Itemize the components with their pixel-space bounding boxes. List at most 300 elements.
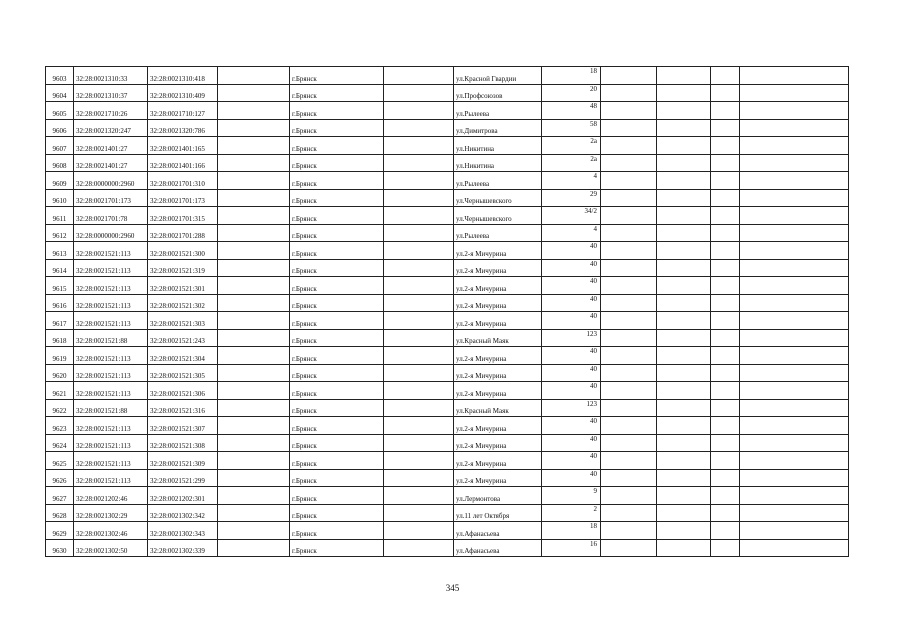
empty-cell xyxy=(657,539,711,557)
city-cell: г.Брянск xyxy=(290,189,384,207)
house-number-cell: 16 xyxy=(542,539,601,557)
table-row xyxy=(46,242,849,260)
street-cell: ул.2-я Мичурина xyxy=(454,294,542,312)
empty-cell xyxy=(657,312,711,330)
cadastral-number-cell: 32:28:0021401:27 xyxy=(74,154,148,172)
city-cell: г.Брянск xyxy=(290,469,384,487)
empty-cell xyxy=(740,382,849,400)
house-number-cell: 29 xyxy=(542,189,601,207)
empty-cell xyxy=(657,364,711,382)
empty-cell xyxy=(384,382,454,400)
empty-cell xyxy=(218,172,290,190)
city-cell: г.Брянск xyxy=(290,487,384,505)
table-row xyxy=(46,434,849,452)
cadastral-number-cell: 32:28:0021701:310 xyxy=(148,172,218,190)
row-number: 9611 xyxy=(46,207,74,225)
table-row xyxy=(46,189,849,207)
empty-cell xyxy=(740,417,849,435)
empty-cell xyxy=(601,242,657,260)
street-cell: ул.2-я Мичурина xyxy=(454,364,542,382)
empty-cell xyxy=(711,434,740,452)
city-cell: г.Брянск xyxy=(290,119,384,137)
empty-cell xyxy=(601,364,657,382)
cadastral-number-cell: 32:28:0021521:316 xyxy=(148,399,218,417)
empty-cell xyxy=(601,294,657,312)
empty-cell xyxy=(218,399,290,417)
cadastral-number-cell: 32:28:0021521:305 xyxy=(148,364,218,382)
empty-cell xyxy=(711,172,740,190)
house-number-cell: 4 xyxy=(542,224,601,242)
empty-cell xyxy=(711,242,740,260)
street-cell: ул.2-я Мичурина xyxy=(454,259,542,277)
empty-cell xyxy=(711,382,740,400)
street-cell: ул.Никитина xyxy=(454,154,542,172)
empty-cell xyxy=(218,539,290,557)
empty-cell xyxy=(740,224,849,242)
empty-cell xyxy=(740,522,849,540)
table-row xyxy=(46,347,849,365)
empty-cell xyxy=(740,312,849,330)
table-row xyxy=(46,84,849,102)
empty-cell xyxy=(384,347,454,365)
empty-cell xyxy=(384,189,454,207)
cadastral-number-cell: 32:28:0021521:113 xyxy=(74,364,148,382)
empty-cell xyxy=(218,382,290,400)
empty-cell xyxy=(384,154,454,172)
empty-cell xyxy=(601,329,657,347)
table-row xyxy=(46,329,849,347)
empty-cell xyxy=(218,189,290,207)
street-cell: ул.2-я Мичурина xyxy=(454,417,542,435)
table-row xyxy=(46,294,849,312)
empty-cell xyxy=(601,434,657,452)
empty-cell xyxy=(657,207,711,225)
empty-cell xyxy=(657,189,711,207)
empty-cell xyxy=(218,469,290,487)
table-row xyxy=(46,67,849,85)
table-row xyxy=(46,487,849,505)
street-cell: ул.2-я Мичурина xyxy=(454,434,542,452)
street-cell: ул.Димитрова xyxy=(454,119,542,137)
city-cell: г.Брянск xyxy=(290,329,384,347)
empty-cell xyxy=(711,364,740,382)
city-cell: г.Брянск xyxy=(290,522,384,540)
cadastral-number-cell: 32:28:0021521:113 xyxy=(74,312,148,330)
row-number: 9618 xyxy=(46,329,74,347)
empty-cell xyxy=(657,102,711,120)
cadastral-number-cell: 32:28:0021521:113 xyxy=(74,452,148,470)
empty-cell xyxy=(740,84,849,102)
empty-cell xyxy=(711,399,740,417)
empty-cell xyxy=(711,154,740,172)
empty-cell xyxy=(711,539,740,557)
house-number-cell: 40 xyxy=(542,347,601,365)
empty-cell xyxy=(601,469,657,487)
house-number-cell: 2а xyxy=(542,137,601,155)
cadastral-number-cell: 32:28:0021320:247 xyxy=(74,119,148,137)
empty-cell xyxy=(657,119,711,137)
empty-cell xyxy=(740,469,849,487)
empty-cell xyxy=(384,417,454,435)
cadastral-number-cell: 32:28:0021521:113 xyxy=(74,417,148,435)
street-cell: ул.2-я Мичурина xyxy=(454,312,542,330)
empty-cell xyxy=(218,119,290,137)
empty-cell xyxy=(657,329,711,347)
empty-cell xyxy=(601,522,657,540)
street-cell: ул.Красный Маяк xyxy=(454,329,542,347)
house-number-cell: 40 xyxy=(542,452,601,470)
empty-cell xyxy=(601,277,657,295)
city-cell: г.Брянск xyxy=(290,399,384,417)
cadastral-number-cell: 32:28:0021302:29 xyxy=(74,504,148,522)
empty-cell xyxy=(601,539,657,557)
city-cell: г.Брянск xyxy=(290,312,384,330)
cadastral-number-cell: 32:28:0021401:166 xyxy=(148,154,218,172)
cadastral-number-cell: 32:28:0021401:165 xyxy=(148,137,218,155)
empty-cell xyxy=(384,522,454,540)
row-number: 9608 xyxy=(46,154,74,172)
empty-cell xyxy=(711,277,740,295)
cadastral-number-cell: 32:28:0021521:113 xyxy=(74,469,148,487)
cadastral-number-cell: 32:28:0021521:309 xyxy=(148,452,218,470)
cadastral-number-cell: 32:28:0021701:173 xyxy=(74,189,148,207)
row-number: 9604 xyxy=(46,84,74,102)
empty-cell xyxy=(218,242,290,260)
table-row xyxy=(46,469,849,487)
city-cell: г.Брянск xyxy=(290,259,384,277)
city-cell: г.Брянск xyxy=(290,539,384,557)
empty-cell xyxy=(218,102,290,120)
street-cell: ул.11 лет Октября xyxy=(454,504,542,522)
empty-cell xyxy=(218,67,290,85)
table-row xyxy=(46,522,849,540)
street-cell: ул.Рылеева xyxy=(454,224,542,242)
city-cell: г.Брянск xyxy=(290,242,384,260)
cadastral-number-cell: 32:28:0021521:307 xyxy=(148,417,218,435)
empty-cell xyxy=(711,67,740,85)
cadastral-number-cell: 32:28:0021302:339 xyxy=(148,539,218,557)
house-number-cell: 40 xyxy=(542,312,601,330)
street-cell: ул.Чернышевского xyxy=(454,189,542,207)
cadastral-number-cell: 32:28:0021521:308 xyxy=(148,434,218,452)
empty-cell xyxy=(218,504,290,522)
row-number: 9603 xyxy=(46,67,74,85)
empty-cell xyxy=(384,329,454,347)
empty-cell xyxy=(384,277,454,295)
empty-cell xyxy=(601,399,657,417)
empty-cell xyxy=(740,329,849,347)
empty-cell xyxy=(657,277,711,295)
cadastral-number-cell: 32:28:0021310:37 xyxy=(74,84,148,102)
empty-cell xyxy=(384,224,454,242)
empty-cell xyxy=(657,224,711,242)
street-cell: ул.2-я Мичурина xyxy=(454,277,542,295)
empty-cell xyxy=(711,452,740,470)
empty-cell xyxy=(740,294,849,312)
house-number-cell: 40 xyxy=(542,382,601,400)
row-number: 9613 xyxy=(46,242,74,260)
street-cell: ул.Красный Маяк xyxy=(454,399,542,417)
table-row xyxy=(46,154,849,172)
city-cell: г.Брянск xyxy=(290,504,384,522)
empty-cell xyxy=(384,452,454,470)
cadastral-number-cell: 32:28:0021521:113 xyxy=(74,382,148,400)
cadastral-number-cell: 32:28:0021310:418 xyxy=(148,67,218,85)
empty-cell xyxy=(218,259,290,277)
empty-cell xyxy=(740,259,849,277)
street-cell: ул.2-я Мичурина xyxy=(454,347,542,365)
row-number: 9623 xyxy=(46,417,74,435)
empty-cell xyxy=(657,172,711,190)
row-number: 9617 xyxy=(46,312,74,330)
empty-cell xyxy=(384,172,454,190)
city-cell: г.Брянск xyxy=(290,347,384,365)
row-number: 9619 xyxy=(46,347,74,365)
empty-cell xyxy=(218,137,290,155)
empty-cell xyxy=(384,487,454,505)
empty-cell xyxy=(657,259,711,277)
house-number-cell: 40 xyxy=(542,259,601,277)
empty-cell xyxy=(740,347,849,365)
empty-cell xyxy=(657,504,711,522)
house-number-cell: 18 xyxy=(542,67,601,85)
empty-cell xyxy=(601,452,657,470)
empty-cell xyxy=(384,242,454,260)
empty-cell xyxy=(601,67,657,85)
empty-cell xyxy=(657,469,711,487)
empty-cell xyxy=(711,312,740,330)
row-number: 9629 xyxy=(46,522,74,540)
city-cell: г.Брянск xyxy=(290,434,384,452)
empty-cell xyxy=(384,119,454,137)
city-cell: г.Брянск xyxy=(290,207,384,225)
page-number: 345 xyxy=(445,583,460,593)
row-number: 9620 xyxy=(46,364,74,382)
empty-cell xyxy=(601,224,657,242)
city-cell: г.Брянск xyxy=(290,417,384,435)
house-number-cell: 34/2 xyxy=(542,207,601,225)
street-cell: ул.Рылеева xyxy=(454,172,542,190)
house-number-cell: 40 xyxy=(542,469,601,487)
empty-cell xyxy=(384,434,454,452)
empty-cell xyxy=(384,67,454,85)
empty-cell xyxy=(711,119,740,137)
house-number-cell: 9 xyxy=(542,487,601,505)
empty-cell xyxy=(657,522,711,540)
empty-cell xyxy=(711,469,740,487)
cadastral-number-cell: 32:28:0021320:786 xyxy=(148,119,218,137)
empty-cell xyxy=(740,102,849,120)
empty-cell xyxy=(218,417,290,435)
house-number-cell: 40 xyxy=(542,277,601,295)
empty-cell xyxy=(601,504,657,522)
empty-cell xyxy=(384,504,454,522)
street-cell: ул.2-я Мичурина xyxy=(454,469,542,487)
table-row xyxy=(46,452,849,470)
empty-cell xyxy=(711,137,740,155)
empty-cell xyxy=(711,189,740,207)
empty-cell xyxy=(601,382,657,400)
empty-cell xyxy=(384,399,454,417)
cadastral-number-cell: 32:28:0021521:243 xyxy=(148,329,218,347)
empty-cell xyxy=(601,312,657,330)
empty-cell xyxy=(740,189,849,207)
cadastral-number-cell: 32:28:0021310:409 xyxy=(148,84,218,102)
house-number-cell: 40 xyxy=(542,294,601,312)
cadastral-number-cell: 32:28:0021521:88 xyxy=(74,399,148,417)
table-row xyxy=(46,417,849,435)
empty-cell xyxy=(657,487,711,505)
cadastral-number-cell: 32:28:0021302:50 xyxy=(74,539,148,557)
house-number-cell: 58 xyxy=(542,119,601,137)
empty-cell xyxy=(601,207,657,225)
street-cell: ул.Красной Гвардии xyxy=(454,67,542,85)
empty-cell xyxy=(740,364,849,382)
empty-cell xyxy=(601,347,657,365)
empty-cell xyxy=(384,469,454,487)
table-row xyxy=(46,364,849,382)
cadastral-number-cell: 32:28:0021202:301 xyxy=(148,487,218,505)
cadastral-number-cell: 32:28:0021521:319 xyxy=(148,259,218,277)
empty-cell xyxy=(384,539,454,557)
house-number-cell: 48 xyxy=(542,102,601,120)
empty-cell xyxy=(218,434,290,452)
house-number-cell: 4 xyxy=(542,172,601,190)
cadastral-number-cell: 32:28:0021701:173 xyxy=(148,189,218,207)
empty-cell xyxy=(740,539,849,557)
empty-cell xyxy=(601,172,657,190)
table-row xyxy=(46,119,849,137)
empty-cell xyxy=(711,294,740,312)
table-row xyxy=(46,382,849,400)
row-number: 9630 xyxy=(46,539,74,557)
street-cell: ул.Никитина xyxy=(454,137,542,155)
street-cell: ул.Афанасьева xyxy=(454,522,542,540)
empty-cell xyxy=(740,487,849,505)
cadastral-number-cell: 32:28:0021521:113 xyxy=(74,434,148,452)
empty-cell xyxy=(384,102,454,120)
cadastral-number-cell: 32:28:0021521:113 xyxy=(74,242,148,260)
row-number: 9614 xyxy=(46,259,74,277)
empty-cell xyxy=(740,277,849,295)
cadastral-number-cell: 32:28:0021521:300 xyxy=(148,242,218,260)
empty-cell xyxy=(740,434,849,452)
empty-cell xyxy=(601,487,657,505)
house-number-cell: 18 xyxy=(542,522,601,540)
empty-cell xyxy=(711,207,740,225)
table-row xyxy=(46,137,849,155)
empty-cell xyxy=(740,67,849,85)
empty-cell xyxy=(711,487,740,505)
empty-cell xyxy=(657,347,711,365)
table-row xyxy=(46,277,849,295)
empty-cell xyxy=(384,207,454,225)
city-cell: г.Брянск xyxy=(290,84,384,102)
cadastral-number-cell: 32:28:0021302:46 xyxy=(74,522,148,540)
empty-cell xyxy=(740,172,849,190)
city-cell: г.Брянск xyxy=(290,67,384,85)
empty-cell xyxy=(740,399,849,417)
row-number: 9622 xyxy=(46,399,74,417)
cadastral-number-cell: 32:28:0000000:2960 xyxy=(74,224,148,242)
table-row xyxy=(46,102,849,120)
empty-cell xyxy=(601,154,657,172)
cadastral-number-cell: 32:28:0021302:343 xyxy=(148,522,218,540)
row-number: 9621 xyxy=(46,382,74,400)
row-number: 9625 xyxy=(46,452,74,470)
row-number: 9627 xyxy=(46,487,74,505)
row-number: 9624 xyxy=(46,434,74,452)
city-cell: г.Брянск xyxy=(290,382,384,400)
empty-cell xyxy=(384,364,454,382)
empty-cell xyxy=(384,137,454,155)
empty-cell xyxy=(218,224,290,242)
empty-cell xyxy=(711,417,740,435)
cadastral-number-cell: 32:28:0021710:127 xyxy=(148,102,218,120)
empty-cell xyxy=(218,84,290,102)
row-number: 9610 xyxy=(46,189,74,207)
street-cell: ул.Профсоюзов xyxy=(454,84,542,102)
empty-cell xyxy=(384,259,454,277)
cadastral-number-cell: 32:28:0021310:33 xyxy=(74,67,148,85)
empty-cell xyxy=(218,347,290,365)
city-cell: г.Брянск xyxy=(290,277,384,295)
empty-cell xyxy=(384,312,454,330)
empty-cell xyxy=(218,207,290,225)
empty-cell xyxy=(601,119,657,137)
empty-cell xyxy=(601,102,657,120)
table-row xyxy=(46,224,849,242)
empty-cell xyxy=(601,189,657,207)
empty-cell xyxy=(218,294,290,312)
empty-cell xyxy=(711,84,740,102)
cadastral-number-cell: 32:28:0021521:303 xyxy=(148,312,218,330)
cadastral-number-cell: 32:28:0021521:88 xyxy=(74,329,148,347)
city-cell: г.Брянск xyxy=(290,154,384,172)
empty-cell xyxy=(657,154,711,172)
street-cell: ул.Чернышевского xyxy=(454,207,542,225)
city-cell: г.Брянск xyxy=(290,102,384,120)
empty-cell xyxy=(657,84,711,102)
street-cell: ул.Афанасьева xyxy=(454,539,542,557)
cadastral-number-cell: 32:28:0021710:26 xyxy=(74,102,148,120)
empty-cell xyxy=(218,154,290,172)
cadastral-number-cell: 32:28:0021701:288 xyxy=(148,224,218,242)
table-row xyxy=(46,259,849,277)
empty-cell xyxy=(218,312,290,330)
empty-cell xyxy=(657,242,711,260)
table-row xyxy=(46,504,849,522)
table-row xyxy=(46,399,849,417)
row-number: 9606 xyxy=(46,119,74,137)
city-cell: г.Брянск xyxy=(290,452,384,470)
empty-cell xyxy=(601,84,657,102)
empty-cell xyxy=(740,504,849,522)
city-cell: г.Брянск xyxy=(290,294,384,312)
row-number: 9607 xyxy=(46,137,74,155)
cadastral-number-cell: 32:28:0021302:342 xyxy=(148,504,218,522)
house-number-cell: 40 xyxy=(542,417,601,435)
empty-cell xyxy=(218,452,290,470)
empty-cell xyxy=(657,399,711,417)
empty-cell xyxy=(218,487,290,505)
city-cell: г.Брянск xyxy=(290,172,384,190)
empty-cell xyxy=(601,417,657,435)
cadastral-number-cell: 32:28:0021202:46 xyxy=(74,487,148,505)
house-number-cell: 40 xyxy=(542,434,601,452)
row-number: 9615 xyxy=(46,277,74,295)
empty-cell xyxy=(218,329,290,347)
